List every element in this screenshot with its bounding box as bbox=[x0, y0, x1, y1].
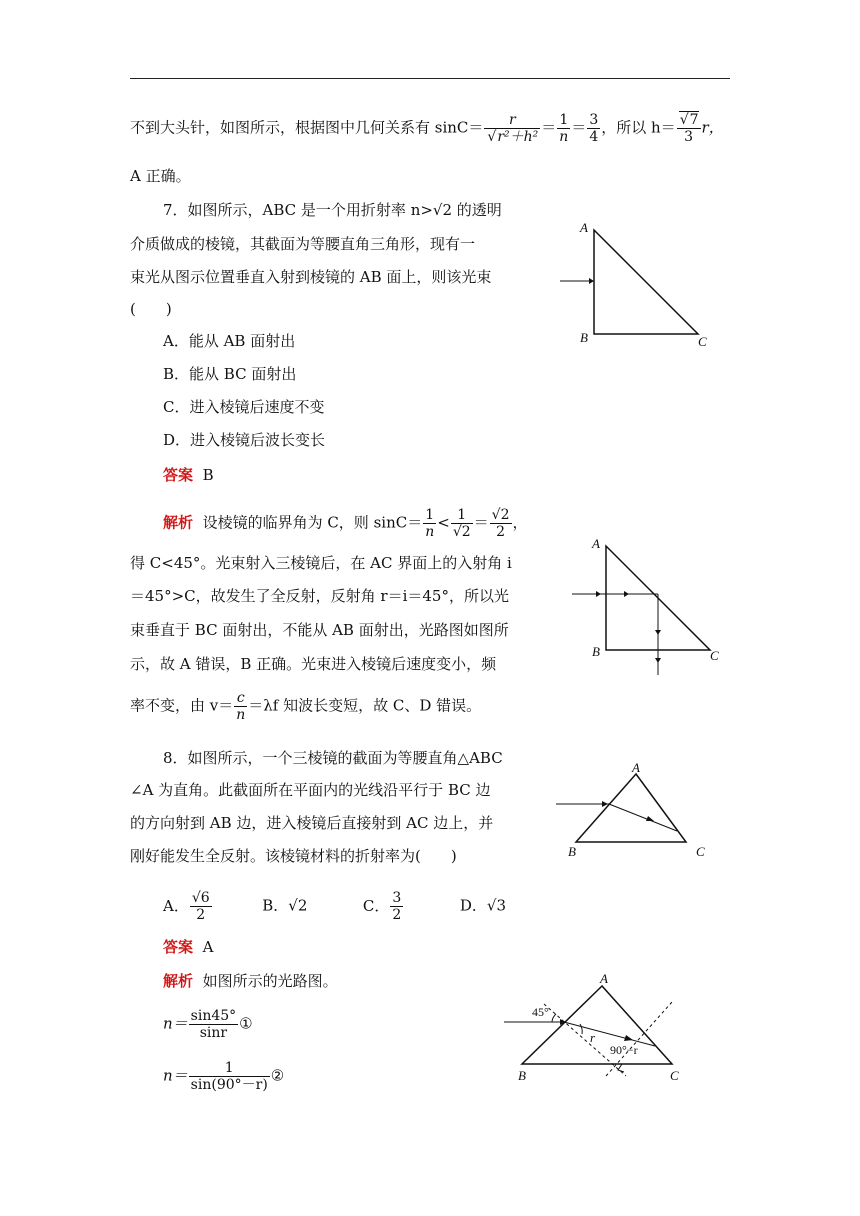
label-b: B bbox=[518, 1068, 526, 1083]
q7-option-b: B．能从 BC 面射出 bbox=[163, 365, 297, 383]
fraction: √ $\frac{7}{3}$ bbox=[677, 112, 701, 145]
q7-stem-line2: 介质做成的棱镜，其截面为等腰直角三角形，现有一 bbox=[130, 235, 476, 253]
q7-option-a: A．能从 AB 面射出 bbox=[163, 332, 296, 350]
right-angle-mark bbox=[618, 1064, 624, 1072]
q7-analysis-line5: 示，故 A 错误，B 正确。光束进入棱镜后速度变小，频 bbox=[130, 655, 497, 673]
q8-option-d: D．√3 bbox=[459, 896, 507, 915]
label-c: C bbox=[710, 648, 719, 663]
label-a: A bbox=[632, 760, 640, 775]
normal-line-ab bbox=[544, 1004, 626, 1076]
q7-stem-line3: 束光从图示位置垂直入射到棱镜的 AB 面上，则该光束 bbox=[130, 268, 492, 286]
q8-equation-2: n＝ $\frac{1}{\sin(90^\circ-r)}$ ② bbox=[163, 1060, 285, 1093]
top-solution-line1: 不到大头针，如图所示，根据图中几何关系有 sinC＝ r √ r²＋h² ＝ $\frac{1}{n}$ ＝ $\frac{3}{4}$ ，所以 h＝ √ $\frac{7}{3}$ r， bbox=[130, 112, 724, 145]
prism-triangle bbox=[576, 774, 686, 842]
answer-label: 答案 bbox=[163, 938, 194, 956]
fraction: $\frac{c}{n}$ bbox=[236, 690, 246, 723]
prism-triangle bbox=[522, 986, 672, 1064]
q8-stem-line3: 的方向射到 AB 边，进入棱镜后直接射到 AC 边上，并 bbox=[130, 814, 494, 832]
q8-option-a: A． $\frac{√6}{2}$ bbox=[163, 890, 210, 923]
text: 不到大头针，如图所示，根据图中几何关系有 sinC＝ bbox=[130, 118, 484, 137]
label-b: B bbox=[568, 844, 576, 859]
prism-triangle bbox=[594, 230, 698, 334]
q7-analysis-line6: 率不变，由 v＝ $\frac{c}{n}$ ＝λf 知波长变短，故 C、D 错误。 bbox=[130, 690, 482, 723]
analysis-label: 解析 bbox=[163, 513, 194, 532]
q7-option-c: C．进入棱镜后速度不变 bbox=[163, 398, 325, 416]
normal-line-ac bbox=[606, 1002, 672, 1076]
fraction: $\frac{1}{n}$ bbox=[559, 112, 569, 145]
q8-option-c: C． $\frac{3}{2}$ bbox=[362, 890, 402, 923]
label-a: A bbox=[600, 971, 608, 986]
q8-analysis-line1: 解析 如图所示的光路图。 bbox=[163, 972, 338, 990]
q8-prism-figure bbox=[554, 762, 724, 862]
label-c: C bbox=[698, 334, 707, 349]
answer-value: B bbox=[202, 466, 214, 484]
analysis-label: 解析 bbox=[163, 972, 194, 990]
q7-light-path-figure bbox=[570, 532, 770, 682]
top-solution-line2: A 正确。 bbox=[130, 167, 191, 185]
angle-arc bbox=[580, 1024, 582, 1034]
header-rule bbox=[130, 78, 730, 79]
ray-arrow bbox=[655, 630, 661, 635]
ray-arrow bbox=[646, 816, 654, 821]
answer-value: A bbox=[202, 938, 214, 956]
q8-option-b: B．√2 bbox=[262, 896, 308, 915]
q7-answer bbox=[163, 465, 214, 485]
ray-arrow bbox=[624, 591, 629, 597]
q7-option-d: D．进入棱镜后波长变长 bbox=[163, 431, 326, 449]
angle-arc bbox=[552, 1014, 556, 1022]
q8-answer bbox=[163, 937, 213, 957]
fraction: r √ r²＋h² bbox=[484, 112, 540, 145]
q8-options bbox=[163, 890, 506, 923]
q7-analysis-line3: ＝45°>C，故发生了全反射，反射角 r＝i＝45°，所以光 bbox=[130, 587, 509, 605]
ray-arrow bbox=[596, 591, 601, 597]
ray-arrow bbox=[655, 658, 661, 663]
q7-analysis-line4: 束垂直于 BC 面射出，不能从 AB 面射出，光路图如图所 bbox=[130, 621, 509, 639]
q8-light-path-figure bbox=[500, 972, 700, 1092]
label-b: B bbox=[592, 644, 600, 659]
label-a: A bbox=[592, 536, 600, 551]
answer-label: 答案 bbox=[163, 466, 194, 484]
q7-stem-line4: ( ) bbox=[130, 300, 172, 318]
fraction: $\frac{1}{√2}$ bbox=[452, 507, 471, 540]
label-angle-90-r: 90°−r bbox=[610, 1043, 638, 1057]
q7-analysis-line1: 解析 设棱镜的临界角为 C，则 sinC＝ $\frac{1}{n}$ < $\frac{1}{√2}$ ＝ $\frac{√2}{2}$ ， bbox=[163, 507, 528, 540]
fraction: $\frac{3}{4}$ bbox=[589, 112, 599, 145]
q8-stem-line4: 刚好能发生全反射。该棱镜材料的折射率为( ) bbox=[130, 847, 457, 865]
ray-arrow bbox=[624, 1035, 633, 1041]
refracted-ray bbox=[609, 804, 677, 831]
q8-equation-1: n＝ $\frac{\sin 45^\circ}{\sin r}$ ① bbox=[163, 1008, 253, 1041]
label-angle-r: r bbox=[590, 1030, 596, 1045]
label-angle-45: 45° bbox=[532, 1005, 549, 1019]
q8-stem-line2: ∠A 为直角。此截面所在平面内的光线沿平行于 BC 边 bbox=[130, 781, 491, 799]
q7-prism-figure bbox=[556, 218, 756, 358]
q8-stem-line1: 8．如图所示，一个三棱镜的截面为等腰直角△ABC bbox=[163, 749, 503, 767]
label-b: B bbox=[580, 330, 588, 345]
fraction: $\frac{1}{n}$ bbox=[425, 507, 435, 540]
label-a: A bbox=[580, 220, 588, 235]
fraction: $\frac{√2}{2}$ bbox=[491, 507, 510, 540]
q7-stem-line1: 7．如图所示，ABC 是一个用折射率 n>√2 的透明 bbox=[163, 201, 502, 219]
label-c: C bbox=[696, 844, 705, 859]
label-c: C bbox=[670, 1068, 679, 1083]
q7-analysis-line2: 得 C<45°。光束射入三棱镜后，在 AC 界面上的入射角 i bbox=[130, 554, 512, 572]
